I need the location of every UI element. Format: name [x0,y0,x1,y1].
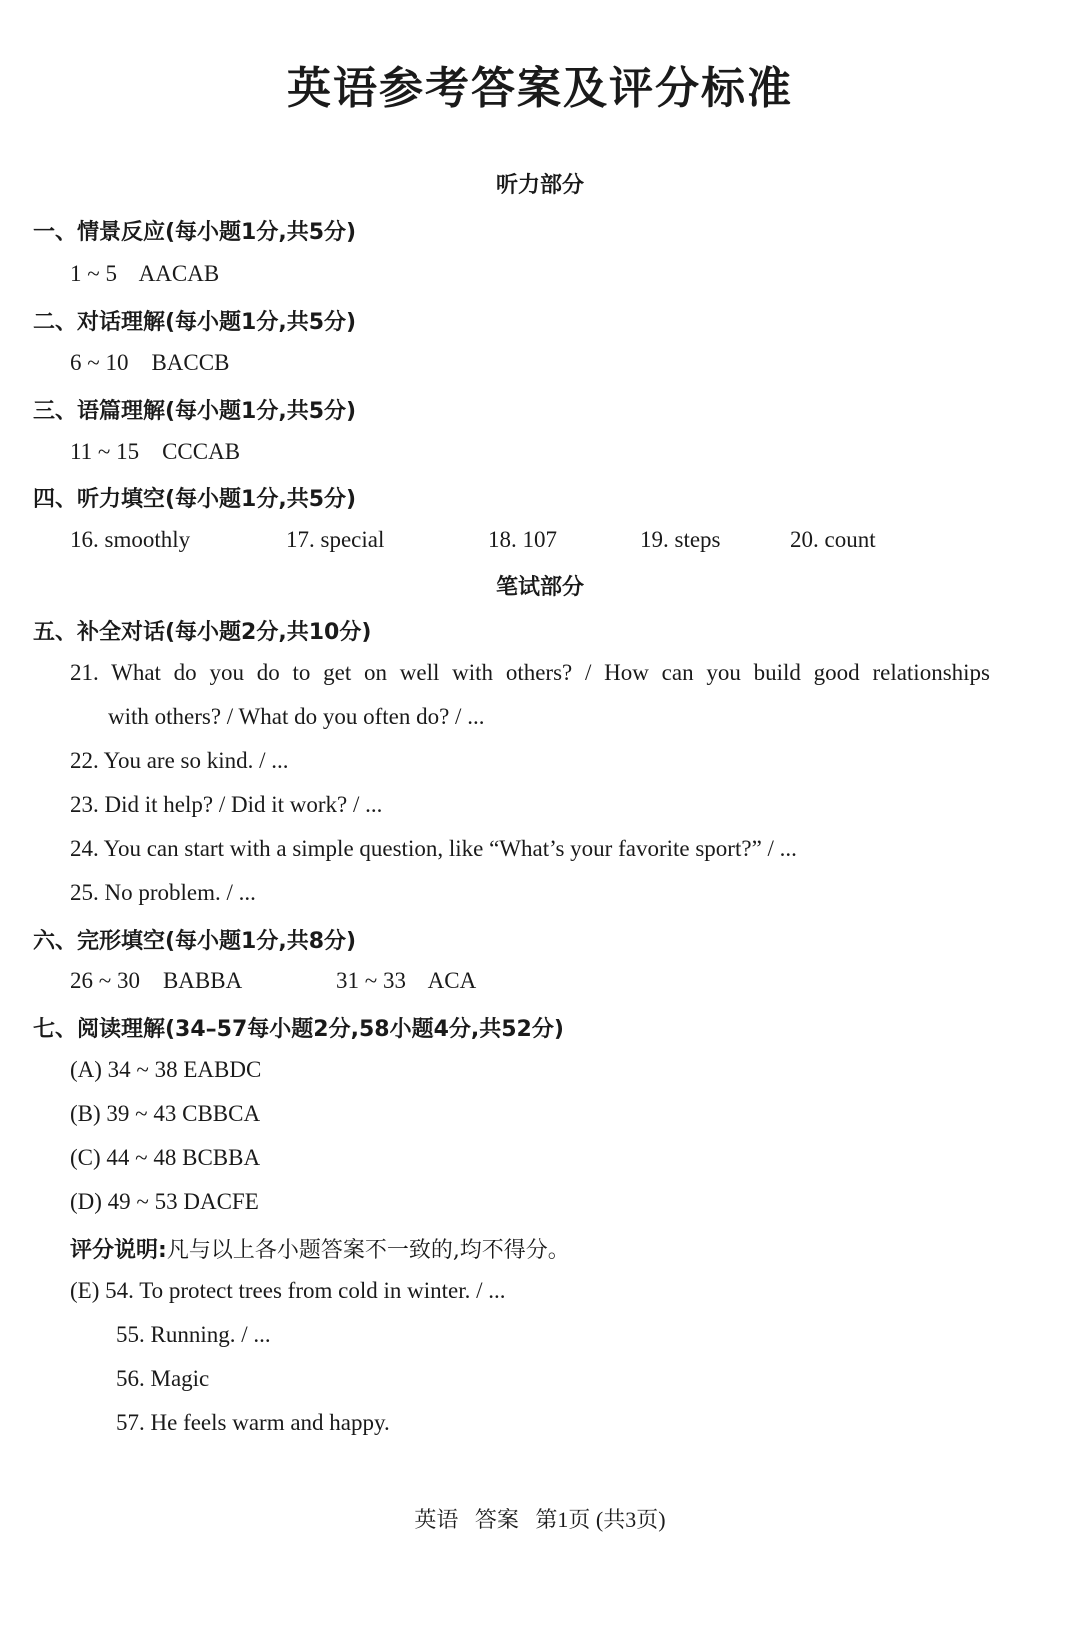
reading-a-answers: (A) 34 ~ 38 EABDC [70,1057,262,1082]
section-1-heading: 一、情景反应(每小题1分,共5分) [33,220,357,245]
answer-23: 23. Did it help? / Did it work? / ... [70,792,383,817]
reading-d-answers: (D) 49 ~ 53 DACFE [70,1189,259,1214]
section-5-heading: 五、补全对话(每小题2分,共10分) [33,620,372,645]
reading-b-answers: (B) 39 ~ 43 CBBCA [70,1101,261,1126]
section-6-heading: 六、完形填空(每小题1分,共8分) [33,929,357,954]
answer-22: 22. You are so kind. / ... [70,748,289,773]
answer-19: 19. steps [640,527,721,552]
section-2-answers: 6 ~ 10 BACCB [70,350,230,375]
answer-24: 24. You can start with a simple question, like “What’s your favorite sport?” / ... [70,836,797,861]
writing-part-heading: 笔试部分 [495,575,584,600]
section-4-heading: 四、听力填空(每小题1分,共5分) [33,487,357,512]
scoring-note-label: 评分说明: [70,1238,167,1263]
section-3-answers: 11 ~ 15 CCCAB [70,439,241,464]
answer-21-line-1: 21. What do you do to get on well with others? / How can you build good relationships [70,660,990,685]
answer-17: 17. special [286,527,385,552]
answer-54: (E) 54. To protect trees from cold in winter. / ... [70,1278,506,1303]
reading-c-answers: (C) 44 ~ 48 BCBBA [70,1145,261,1170]
scoring-note-text: 凡与以上各小题答案不一致的,均不得分。 [166,1238,570,1263]
section-3-heading: 三、语篇理解(每小题1分,共5分) [33,399,357,424]
section-1-answers: 1 ~ 5 AACAB [70,261,220,286]
page-footer: 英语 答案 第1页 (共3页) [414,1507,666,1532]
answer-16: 16. smoothly [70,527,191,552]
listening-part-heading: 听力部分 [495,173,584,198]
scoring-note [70,1233,570,1264]
section-7-heading: 七、阅读理解(34–57每小题2分,58小题4分,共52分) [33,1017,564,1042]
section-6-answers-2: 31 ~ 33 ACA [336,968,477,993]
page-title: 英语参考答案及评分标准 [287,63,793,114]
answer-57: 57. He feels warm and happy. [116,1410,390,1435]
answer-18: 18. 107 [488,527,557,552]
answer-25: 25. No problem. / ... [70,880,256,905]
answer-56: 56. Magic [116,1366,210,1391]
answer-20: 20. count [790,527,876,552]
answer-55: 55. Running. / ... [116,1322,271,1347]
section-6-answers-1: 26 ~ 30 BABBA [70,968,243,993]
section-2-heading: 二、对话理解(每小题1分,共5分) [33,310,357,335]
answer-21-line-2: with others? / What do you often do? / ... [108,704,485,729]
